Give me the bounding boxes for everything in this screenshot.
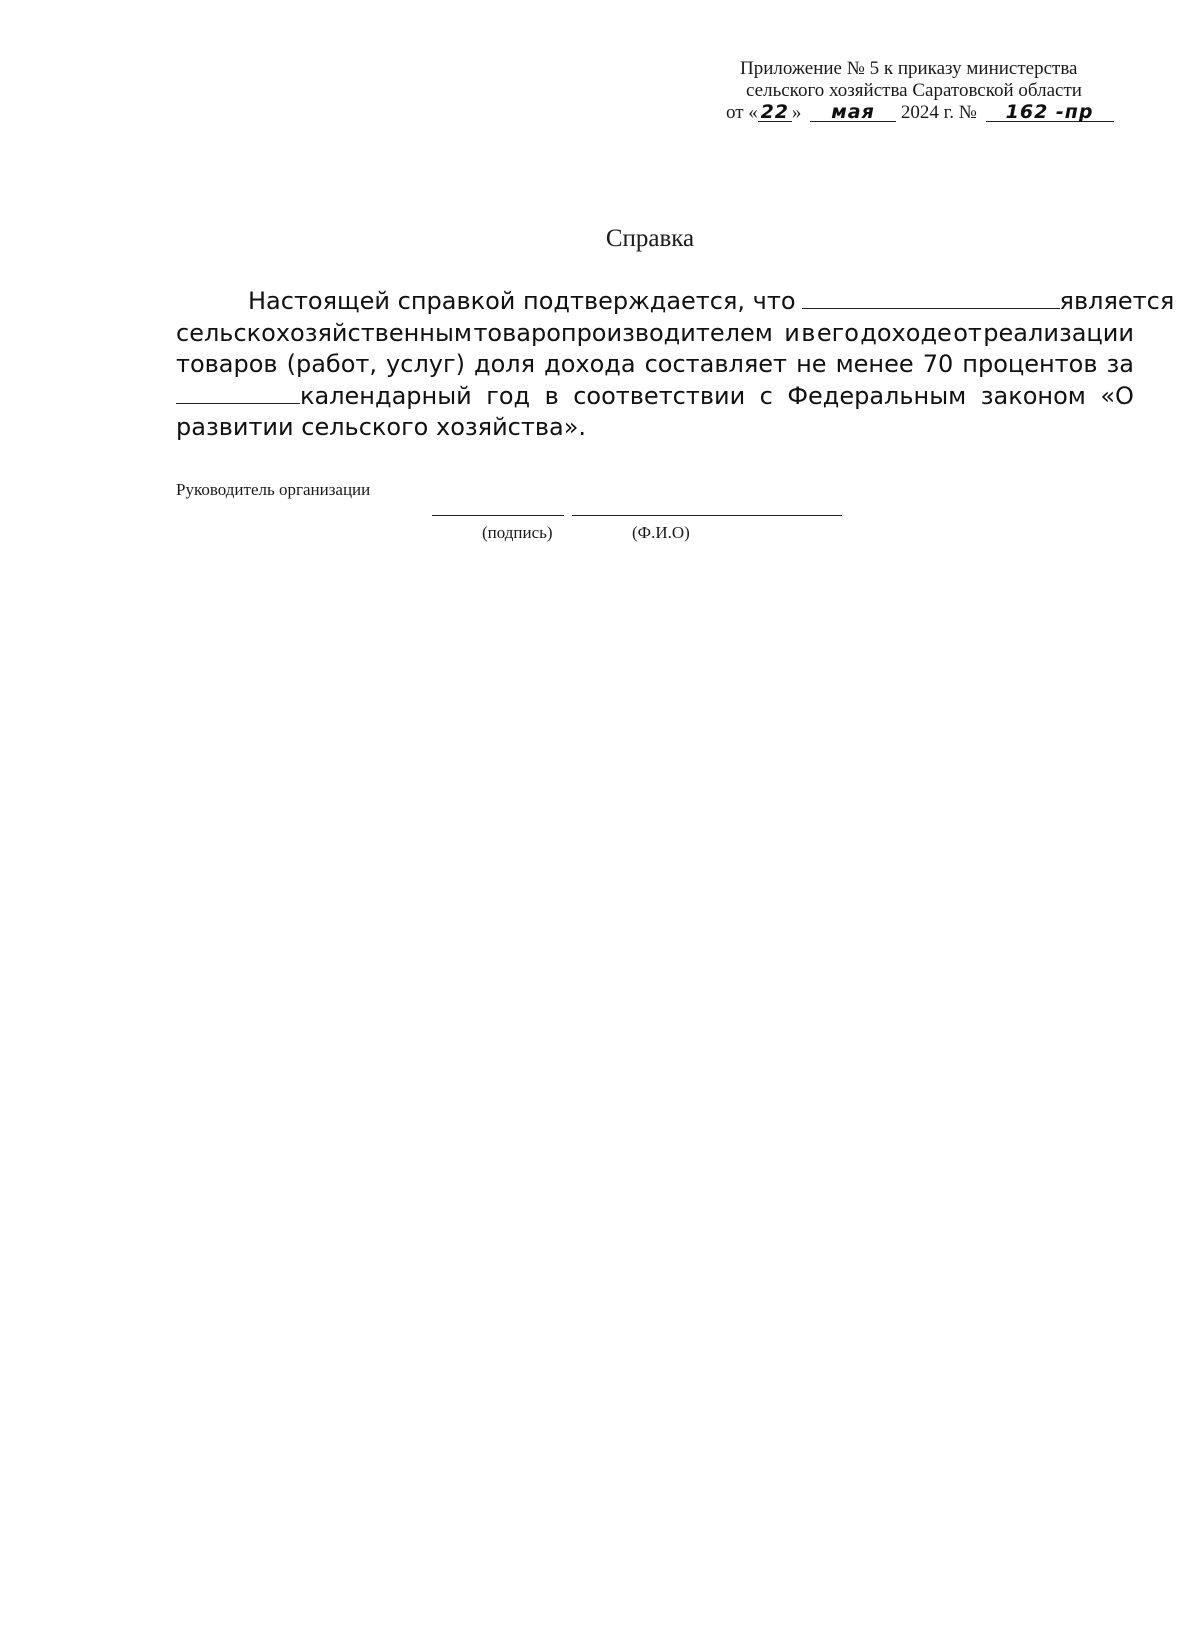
body-word: за — [1106, 350, 1134, 378]
organization-name-blank — [802, 286, 1060, 309]
body-word: товаропроизводителем — [473, 318, 773, 347]
date-month-handwritten: мая — [831, 101, 875, 123]
body-word: услуг) — [386, 350, 465, 378]
body-word: в — [544, 381, 559, 410]
body-line-3 — [176, 349, 1134, 381]
order-number-handwritten: 162 -пр — [1005, 101, 1094, 123]
body-word: соответствии — [573, 381, 746, 410]
body-word: доля — [474, 350, 536, 378]
body-word: сельскохозяйственным — [176, 318, 473, 347]
body-word: «О — [1100, 381, 1134, 410]
body-word: его — [816, 318, 859, 347]
signature-blank — [432, 515, 564, 516]
date-day-field — [758, 103, 792, 122]
date-day-handwritten: 22 — [760, 101, 790, 123]
body-word: в — [801, 318, 816, 347]
body-word: дохода — [544, 350, 636, 378]
date-quote-close: » — [791, 102, 802, 123]
date-year: 2024 г. № — [900, 102, 977, 123]
body-line-1 — [176, 286, 1175, 318]
body-word: не — [796, 350, 827, 378]
order-date-line — [726, 102, 1140, 124]
org-name-group — [796, 286, 1175, 318]
appendix-line-1: Приложение № 5 к приказу министерства — [740, 58, 1078, 79]
body-word: реализации — [983, 318, 1134, 347]
body-word: 70 — [922, 350, 954, 378]
full-name-caption: (Ф.И.О) — [632, 523, 690, 542]
body-word: товаров — [176, 350, 278, 378]
body-line-1-start: Настоящей справкой подтверждается, что — [248, 287, 796, 315]
body-word: Федеральным — [787, 381, 967, 410]
body-line-1-end: является — [1059, 287, 1175, 315]
order-number-field — [986, 103, 1114, 122]
body-word: процентов — [962, 350, 1098, 378]
appendix-line-2: сельского хозяйства Саратовской области — [746, 80, 1082, 101]
full-name-blank — [572, 515, 842, 516]
signature-label: Руководитель организации — [176, 480, 371, 499]
calendar-year-blank — [176, 381, 300, 404]
body-word: с — [759, 381, 773, 410]
body-word: год — [486, 381, 531, 410]
body-line-4 — [176, 381, 1134, 413]
body-word: от — [953, 318, 982, 347]
body-word: доходе — [860, 318, 952, 347]
body-word: менее — [835, 350, 914, 378]
appendix-header — [726, 58, 1140, 124]
document-title: Справка — [605, 225, 695, 252]
body-word: и — [784, 318, 800, 347]
body-word: законом — [980, 381, 1086, 410]
body-word: (работ, — [286, 350, 378, 378]
body-line-2 — [176, 318, 1134, 350]
year-group — [176, 381, 472, 413]
body-word: календарный — [300, 381, 472, 410]
certificate-body — [176, 286, 1175, 444]
body-word: составляет — [644, 350, 788, 378]
date-prefix: от « — [726, 102, 758, 123]
date-month-field — [810, 103, 896, 122]
signature-caption: (подпись) — [482, 523, 553, 542]
body-line-5: развитии сельского хозяйства». — [176, 413, 587, 441]
